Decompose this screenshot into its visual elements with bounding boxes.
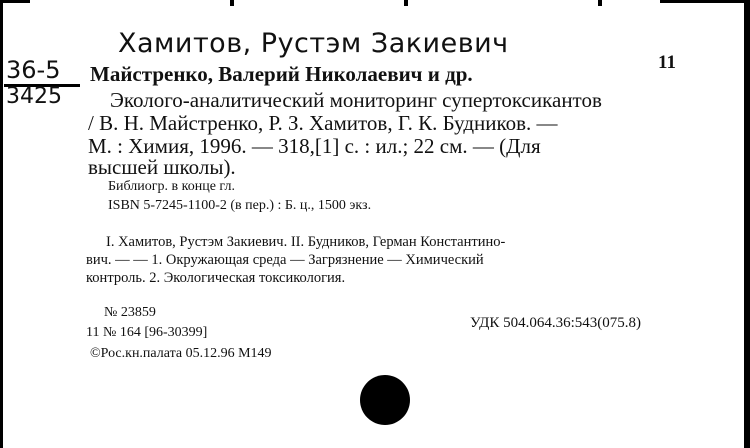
udc-code: УДК 504.064.36:543(075.8) [470, 315, 641, 331]
punch-hole [360, 375, 410, 425]
record-number: № 23859 [104, 305, 156, 320]
right-edge [744, 0, 750, 448]
top-tick-2 [404, 0, 408, 6]
card-number: 11 [658, 52, 676, 73]
tracing-line-1: I. Хамитов, Рустэм Закиевич. II. Будников, Герман Константино- [106, 234, 506, 250]
handwritten-name: Хамитов, Рустэм Закиевич [118, 28, 509, 59]
sub-number: 11 № 164 [96-30399] [86, 325, 208, 340]
author-heading: Майстренко, Валерий Николаевич и др. [90, 62, 473, 86]
top-tick-3 [598, 0, 602, 6]
top-edge-right [660, 0, 750, 3]
bibliography-note: Библиогр. в конце гл. [108, 179, 235, 194]
title-line-3: М. : Химия, 1996. — 318,[1] с. : ил.; 22 см. — (Для [88, 134, 541, 158]
isbn-line: ISBN 5-7245-1100-2 (в пер.) : Б. ц., 1500 экз. [108, 198, 372, 213]
title-line-1: Эколого-аналитический мониторинг супертоксикантов [110, 88, 602, 112]
top-edge-left [0, 0, 30, 3]
title-line-2: / В. Н. Майстренко, Р. З. Хамитов, Г. К. Будников. — [88, 111, 558, 135]
tracing-line-3: контроль. 2. Экологическая токсикология. [86, 270, 346, 286]
shelf-mark-top: 36-5 [6, 56, 61, 84]
left-edge [0, 0, 3, 448]
top-tick-1 [230, 0, 234, 6]
title-line-4: высшей школы). [88, 155, 236, 179]
tracing-line-2: вич. — — 1. Окружающая среда — Загрязнение — Химический [86, 252, 484, 268]
chamber-stamp: ©Рос.кн.палата 05.12.96 М149 [90, 346, 272, 361]
shelf-mark-bottom: 3425 [6, 84, 62, 109]
